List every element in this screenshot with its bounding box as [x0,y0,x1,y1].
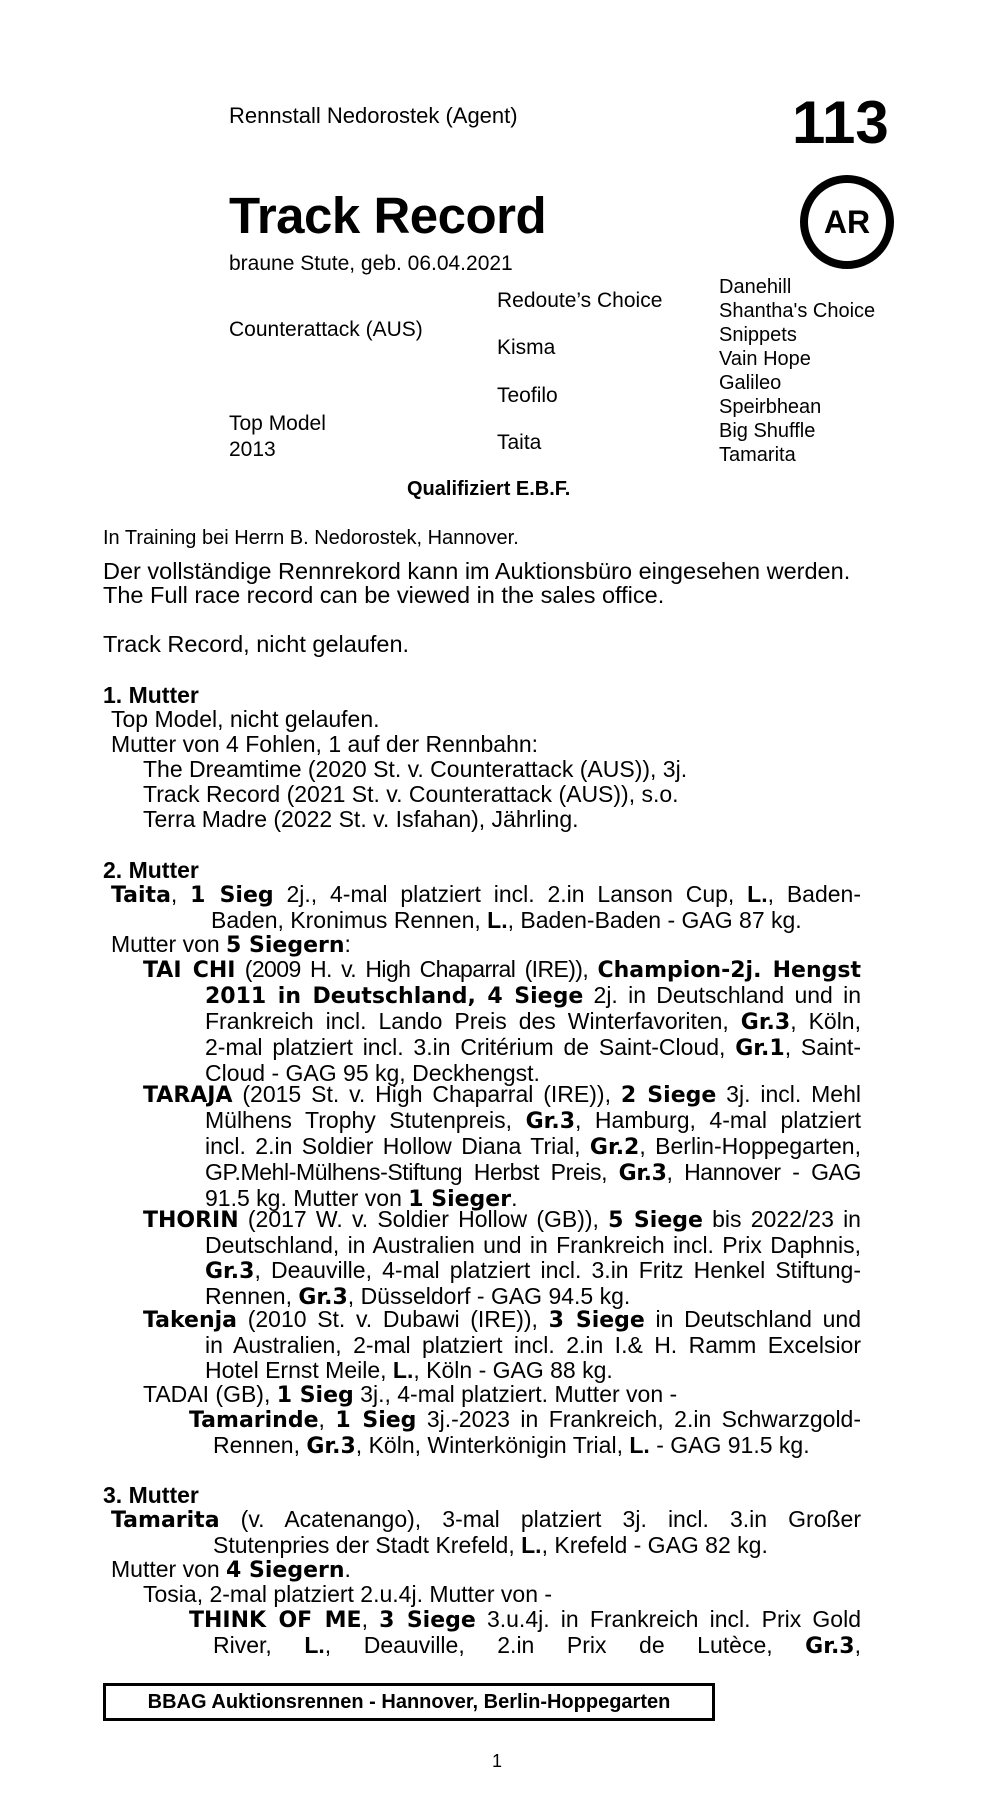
tadai-entry: TADAI (GB), 1 Sieg 3j., 4-mal platziert. Mutter von - [143,1381,678,1408]
takenja-name: Takenja [143,1308,238,1333]
taraja-name: TARAJA [143,1083,233,1108]
pedigree-gen3-5: Galileo [719,372,782,394]
dam1-foal-1: The Dreamtime (2020 St. v. Counterattack (AUS)), 3j. [143,756,688,782]
tosia-entry: Tosia, 2-mal platziert 2.u.4j. Mutter von - [143,1581,553,1607]
tadai-name: TADAI (GB), [143,1381,277,1407]
thorin-name: THORIN [143,1208,239,1233]
auction-races-banner: BBAG Auktionsrennen - Hannover, Berlin-Hoppegarten [103,1683,715,1721]
tamarinde-name: Tamarinde [189,1408,319,1433]
pedigree-gen3-2: Shantha's Choice [719,300,876,322]
horse-description: braune Stute, geb. 06.04.2021 [229,252,513,275]
dam3-heading: 3. Mutter [103,1482,199,1508]
dam1-heading: 1. Mutter [103,682,199,708]
dam2-mother-of: Mutter von 5 Siegern: [111,931,351,958]
pedigree-dam-dam: Taita [497,431,542,454]
consignor: Rennstall Nedorostek (Agent) [229,103,518,128]
training-note: In Training bei Herrn B. Nedorostek, Hannover. [103,527,519,549]
track-record-status: Track Record, nicht gelaufen. [103,631,410,657]
dam2-taita: Taita, 1 Sieg 2j., 4-mal platziert incl. 2.in Lanson Cup, L., Baden- Baden, Kronimus Rennen, L., Baden-Baden - GAG 87 kg. [111,881,861,933]
pedigree-sire-dam: Kisma [497,336,556,359]
think-of-me-entry: THINK OF ME, 3 Siege 3.u.4j. in Frankreich incl. Prix Gold River, L., Deauville, 2.in Prix de Lutèce, Gr.3, [189,1606,861,1659]
qualification: Qualifiziert E.B.F. [407,478,571,500]
pedigree-gen3-7: Big Shuffle [719,420,816,442]
lot-number: 113 [792,89,889,156]
taichi-name: TAI CHI [143,958,236,983]
pedigree-dam-sire: Teofilo [497,384,558,407]
think-of-me-name: THINK OF ME [189,1608,362,1633]
pedigree-dam: Top Model [229,412,326,435]
pedigree-gen3-3: Snippets [719,324,797,346]
dam1-foal-2: Track Record (2021 St. v. Counterattack (AUS)), s.o. [143,781,679,807]
pedigree-sire-sire: Redoute’s Choice [497,289,663,312]
record-note-en: The Full race record can be viewed in the sales office. [103,582,665,608]
pedigree-gen3-4: Vain Hope [719,348,811,370]
dam1-block [111,707,687,832]
horse-name: Track Record [229,187,547,244]
dam1-foal-3: Terra Madre (2022 St. v. Isfahan), Jährling. [143,806,579,832]
tamarita-name: Tamarita [111,1508,220,1533]
takenja-entry: Takenja (2010 St. v. Dubawi (IRE)), 3 Siege in Deutschland und in Australien, 2-mal platziert incl. 2.in I.& H. Ramm Excelsior Hotel Ernst Meile, L., Köln - GAG 88 kg. [143,1306,861,1383]
pedigree-dam-year: 2013 [229,438,276,461]
record-note-de: Der vollständige Rennrekord kann im Auktionsbüro eingesehen werden. [103,558,851,584]
page-number: 1 [492,1751,503,1771]
taita-name: Taita [111,883,171,908]
pedigree-sire: Counterattack (AUS) [229,318,423,341]
thorin-entry: THORIN (2017 W. v. Soldier Hollow (GB)), 5 Siege bis 2022/23 in Deutschland, in Australien und in Frankreich incl. Prix Daphnis, Gr.3, Deauville, 4-mal platziert incl. 3.in Fritz Henkel Stiftung- Rennen, Gr.3, Düsseldorf - GAG 94.5 kg. [143,1206,861,1310]
ar-badge: AR [800,175,894,269]
dam1-line1: Top Model, nicht gelaufen. [111,706,380,732]
dam3-mother-of: Mutter von 4 Siegern. [111,1556,351,1583]
taichi-entry: TAI CHI (2009 H. v. High Chaparral (IRE)), Champion-2j. Hengst 2011 in Deutschland, 4 Siege 2j. in Deutschland und in Frankreich incl. Lando Preis des Winterfavoriten, Gr.3, Köln, 2-mal platziert incl. 3.in Critérium de Saint-Cloud, Gr.1, Saint- Cloud - GAG 95 kg, Deckhengst. [143,956,861,1086]
tamarinde-entry: Tamarinde, 1 Sieg 3j.-2023 in Frankreich, 2.in Schwarzgold- Rennen, Gr.3, Köln, Winterkönigin Trial, L. - GAG 91.5 kg. [189,1406,862,1459]
dam2-heading: 2. Mutter [103,857,199,883]
pedigree-gen3-6: Speirbhean [719,396,822,418]
pedigree-gen3-8: Tamarita [719,444,796,466]
pedigree-gen3-1: Danehill [719,276,792,298]
dam1-line2: Mutter von 4 Fohlen, 1 auf der Rennbahn: [111,731,539,757]
dam3-tamarita: Tamarita (v. Acatenango), 3-mal platziert 3j. incl. 3.in Großer Stutenpries der Stadt Krefeld, L., Krefeld - GAG 82 kg. [111,1506,861,1558]
taraja-entry: TARAJA (2015 St. v. High Chaparral (IRE)), 2 Siege 3j. incl. Mehl Mülhens Trophy Stutenpreis, Gr.3, Hamburg, 4-mal platziert incl. 2.in Soldier Hollow Diana Trial, Gr.2, Berlin-Hoppegarten, GP.Mehl-Mülhens-Stiftung Herbst Preis, Gr.3, Hannover - GAG 91.5 kg. Mutter von 1 Sieger. [143,1081,861,1212]
